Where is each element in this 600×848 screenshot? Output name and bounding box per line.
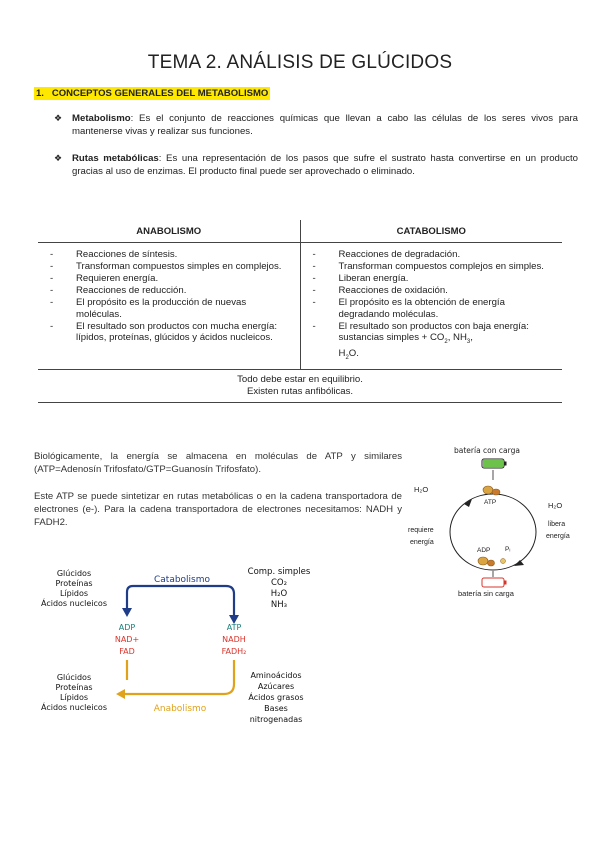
requiere-label: requiere bbox=[408, 527, 434, 534]
left-bottom-item: Glúcidos bbox=[56, 673, 92, 682]
definition-metabolismo: : Es el conjunto de reacciones químicas que llevan a cabo las células de los seres vivos para mantenerse vivas y realizar sus funciones. bbox=[72, 113, 578, 137]
list-item: - El propósito es la obtención de energía degradando moléculas. bbox=[307, 297, 557, 320]
catabolismo-label: Catabolismo bbox=[153, 575, 211, 585]
list-item: - Reacciones de oxidación. bbox=[307, 285, 557, 297]
anabolism-arrow-head bbox=[116, 689, 125, 699]
header-catabolismo: CATABOLISMO bbox=[300, 220, 562, 243]
paragraph-cadena: Este ATP se puede sintetizar en rutas metabólicas o en la cadena transportadora de electrones (e-). Para la cadena transportadora de electrones necesitamos: NADH y FADH2. bbox=[34, 491, 402, 528]
fadh2-mid-label: FADH₂ bbox=[221, 647, 247, 656]
metabolism-diagram bbox=[30, 562, 370, 742]
left-top-item: Ácidos nucleicos bbox=[40, 599, 108, 608]
left-bottom-item: Ácidos nucleicos bbox=[40, 703, 108, 712]
right-bottom-item: Bases bbox=[264, 704, 288, 713]
left-top-item: Proteínas bbox=[55, 579, 93, 588]
left-bottom-item: Lípidos bbox=[59, 693, 89, 702]
anabolism-arrow bbox=[124, 660, 234, 694]
comparison-table bbox=[38, 220, 562, 403]
left-top-item: Glúcidos bbox=[56, 569, 92, 578]
definition-rutas-metabolicas: : Es una representación de los pasos que sufre el sustrato hasta convertirse en un producto gracias al uso de enzimas. El producto final puede ser aprovechado o eliminado. bbox=[72, 153, 578, 177]
libera-label: libera bbox=[548, 521, 566, 528]
catabolismo-list bbox=[307, 249, 557, 365]
anabolismo-list bbox=[44, 249, 294, 344]
table-footer: Todo debe estar en equilibrio. Existen rutas anfibólicas. bbox=[38, 370, 562, 403]
bullet-metabolismo bbox=[54, 112, 578, 138]
nadh-mid-label: NADH bbox=[222, 635, 246, 644]
list-item: - Reacciones de degradación. bbox=[307, 249, 557, 261]
nad-mid-label: NAD+ bbox=[114, 635, 140, 644]
anabolismo-cell bbox=[38, 243, 300, 370]
term-metabolismo: Metabolismo bbox=[72, 113, 131, 124]
right-bottom-item: Azúcares bbox=[257, 682, 295, 691]
adp-molecule-icon bbox=[478, 557, 506, 566]
diamond-bullet-icon: ❖ bbox=[54, 153, 63, 163]
list-item: - El resultado son productos con baja energía: sustancias simples + $CO_2$, $NH_3$, $H_2O$. bbox=[307, 321, 557, 365]
list-item: - Transforman compuestos simples en complejos. bbox=[44, 261, 294, 273]
catabolismo-cell bbox=[300, 243, 562, 370]
adp-mid-label: ADP bbox=[118, 623, 136, 632]
catabolism-arrow-head-left bbox=[122, 608, 132, 617]
term-rutas-metabolicas: Rutas metabólicas bbox=[72, 153, 159, 164]
right-top-item: NH₃ bbox=[270, 600, 288, 610]
left-top-item: Lípidos bbox=[59, 589, 89, 598]
list-item: - El propósito es la producción de nuevas moléculas. bbox=[44, 297, 294, 320]
left-bottom-item: Proteínas bbox=[55, 683, 93, 692]
paragraph-atp: Biológicamente, la energía se almacena en moléculas de ATP y similares (ATP=Adenosín Trifosfato/GTP=Guanosín Trifosfato). bbox=[34, 451, 402, 475]
diamond-bullet-icon: ❖ bbox=[54, 113, 63, 123]
right-bottom-item: Ácidos grasos bbox=[248, 693, 304, 702]
header-anabolismo: ANABOLISMO bbox=[38, 220, 300, 243]
bullet-rutas-metabolicas bbox=[54, 152, 578, 178]
fad-mid-label: FAD bbox=[119, 647, 135, 656]
catabolism-arrow bbox=[127, 586, 234, 616]
page-title: TEMA 2. ANÁLISIS DE GLÚCIDOS bbox=[147, 52, 453, 73]
h2o-right-label: H₂O bbox=[548, 501, 563, 510]
section-heading: 1. CONCEPTOS GENERALES DEL METABOLISMO bbox=[36, 88, 269, 99]
battery-empty-icon bbox=[482, 578, 507, 587]
right-top-item: H₂O bbox=[270, 589, 288, 599]
list-item: - Requieren energía. bbox=[44, 273, 294, 285]
right-top-item: CO₂ bbox=[270, 578, 288, 588]
energia-right-label: energía bbox=[546, 533, 570, 540]
battery-charged-icon bbox=[482, 459, 507, 468]
list-item: - Reacciones de reducción. bbox=[44, 285, 294, 297]
right-bottom-item: Aminoácidos bbox=[250, 671, 302, 680]
atp-label: ATP bbox=[484, 499, 497, 506]
atp-cycle-sketch bbox=[400, 440, 590, 600]
h2o-left-label: H₂O bbox=[414, 485, 429, 494]
right-bottom-item: nitrogenadas bbox=[249, 715, 303, 724]
right-top-item: Comp. simples bbox=[247, 567, 311, 577]
list-item: - Transforman compuestos complejos en simples. bbox=[307, 261, 557, 273]
battery-empty-label: batería sin carga bbox=[458, 589, 514, 598]
adp-label: ADP bbox=[477, 547, 491, 554]
list-item: - Liberan energía. bbox=[307, 273, 557, 285]
pi-label: Pᵢ bbox=[505, 546, 511, 553]
battery-charged-label: batería con carga bbox=[454, 446, 520, 455]
energia-left-label: energía bbox=[410, 539, 434, 546]
anabolismo-label: Anabolismo bbox=[153, 704, 207, 714]
list-item: - El resultado son productos con mucha energía: lípidos, proteínas, glúcidos y ácidos nucleicos. bbox=[44, 321, 294, 344]
list-item: - Reacciones de síntesis. bbox=[44, 249, 294, 261]
atp-mid-label: ATP bbox=[226, 623, 242, 632]
